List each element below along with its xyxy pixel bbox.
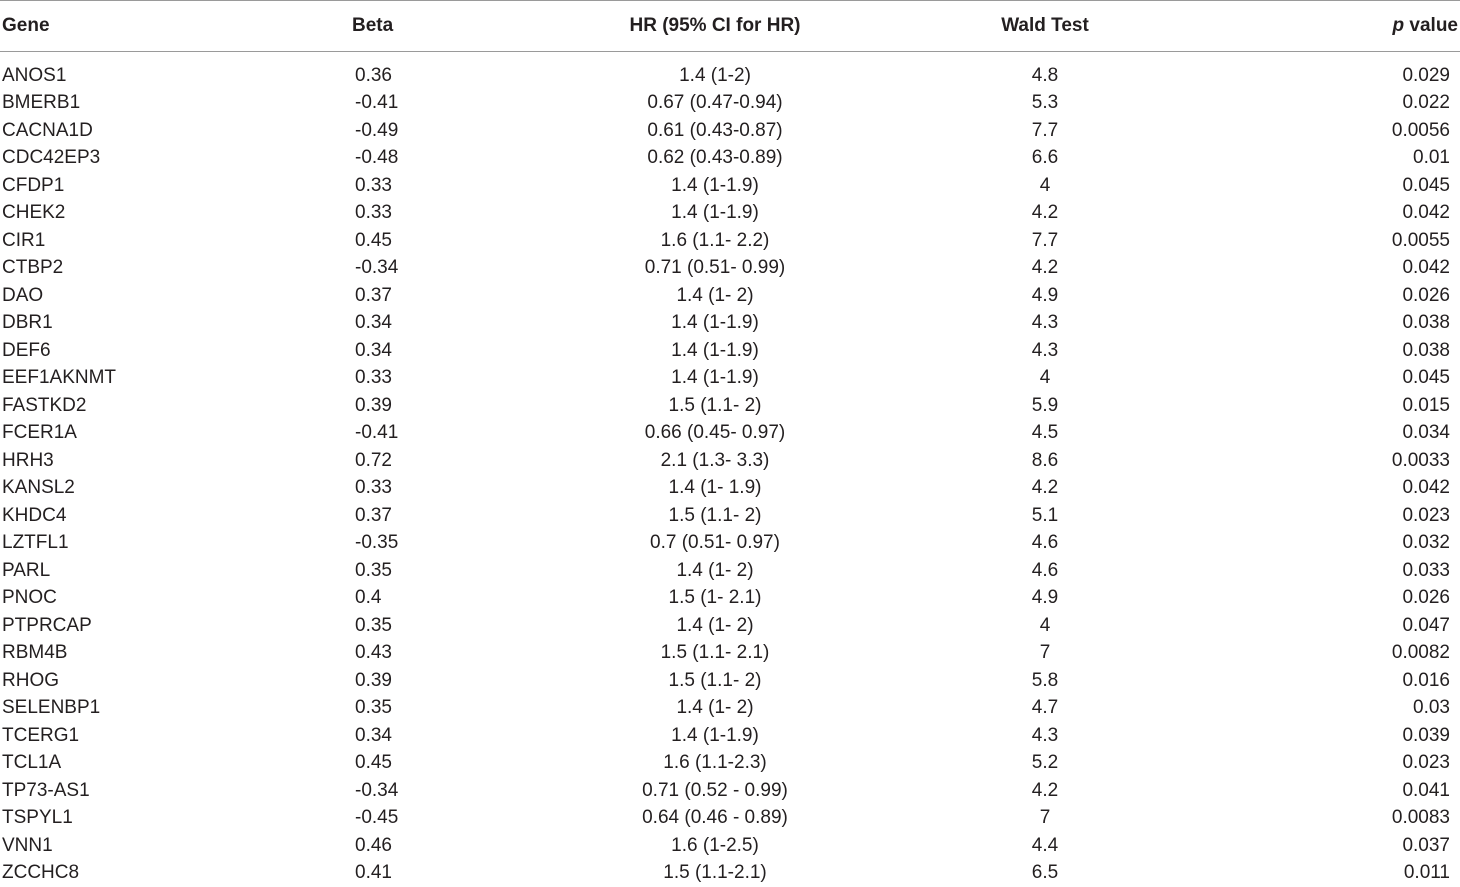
table-row (0, 337, 1460, 365)
header-p-rest: value (1404, 15, 1458, 36)
cell-gene: VNN1 (2, 834, 53, 856)
cell-p-value: 0.042 (1402, 257, 1450, 279)
cell-gene: SELENBP1 (2, 697, 101, 719)
cell-gene: PNOC (2, 587, 57, 609)
cell-p-value: 0.023 (1402, 504, 1450, 526)
cell-p-value: 0.038 (1402, 312, 1450, 334)
cell-hr: 0.67 (0.47-0.94) (647, 92, 783, 114)
table-row (0, 859, 1460, 887)
header-wald-test: Wald Test (910, 1, 1240, 52)
cell-p-value: 0.034 (1402, 422, 1450, 444)
table-row (0, 419, 1460, 447)
cell-beta: 0.37 (355, 284, 392, 306)
table-row (0, 639, 1460, 667)
cell-hr: 1.5 (1- 2.1) (668, 587, 762, 609)
cell-gene: ANOS1 (2, 65, 67, 86)
cell-wald-test: 4 (1039, 367, 1051, 389)
cell-gene: LZTFL1 (2, 532, 69, 554)
cell-wald-test: 4.2 (1031, 202, 1059, 224)
cell-wald-test: 4.7 (1031, 697, 1059, 719)
cell-beta: 0.35 (355, 614, 392, 636)
cell-p-value: 0.041 (1402, 779, 1450, 801)
cell-hr: 1.4 (1-1.9) (671, 339, 759, 361)
header-p-value (1240, 1, 1460, 52)
cell-beta: -0.41 (355, 92, 399, 114)
cell-wald-test: 5.8 (1031, 669, 1059, 691)
cell-gene: DBR1 (2, 312, 53, 334)
cell-p-value: 0.033 (1402, 559, 1450, 581)
cell-wald-test: 4.3 (1031, 312, 1059, 334)
cell-beta: -0.45 (355, 807, 399, 829)
cell-beta: 0.45 (355, 229, 392, 251)
cell-p-value: 0.026 (1402, 587, 1450, 609)
cell-beta: 0.34 (355, 724, 392, 746)
cell-hr: 0.64 (0.46 - 0.89) (642, 807, 788, 829)
cell-beta: 0.33 (355, 367, 392, 389)
cell-wald-test: 4.6 (1031, 532, 1059, 554)
cell-hr: 1.6 (1.1- 2.2) (660, 229, 770, 251)
table-row (0, 364, 1460, 392)
cell-gene: ZCCHC8 (2, 862, 80, 884)
cell-beta: -0.35 (355, 532, 399, 554)
cell-gene: TCERG1 (2, 724, 80, 746)
table-row (0, 309, 1460, 337)
cell-p-value: 0.0055 (1391, 229, 1450, 251)
cell-beta: -0.49 (355, 119, 399, 141)
cell-hr: 0.61 (0.43-0.87) (647, 119, 783, 141)
table-body (0, 52, 1460, 887)
cell-beta: 0.34 (355, 339, 392, 361)
cell-wald-test: 8.6 (1031, 449, 1059, 471)
cell-wald-test: 4.6 (1031, 559, 1059, 581)
cell-gene: HRH3 (2, 449, 54, 471)
cell-hr: 1.4 (1- 2) (676, 559, 754, 581)
cell-hr: 1.6 (1-2.5) (671, 834, 759, 856)
cell-wald-test: 6.6 (1031, 147, 1059, 169)
cell-gene: TCL1A (2, 752, 62, 774)
cell-gene: FASTKD2 (2, 394, 87, 416)
cell-p-value: 0.016 (1402, 669, 1450, 691)
table-row (0, 804, 1460, 832)
cell-p-value: 0.023 (1402, 752, 1450, 774)
table-row (0, 52, 1460, 90)
cell-hr: 1.4 (1-1.9) (671, 174, 759, 196)
cell-p-value: 0.015 (1402, 394, 1450, 416)
cell-wald-test: 4.5 (1031, 422, 1059, 444)
cell-hr: 1.5 (1.1- 2) (668, 394, 762, 416)
cell-hr: 0.71 (0.52 - 0.99) (642, 779, 788, 801)
cell-wald-test: 5.2 (1031, 752, 1059, 774)
table-row (0, 447, 1460, 475)
cell-beta: 0.4 (355, 587, 382, 609)
table-row (0, 694, 1460, 722)
table-row (0, 282, 1460, 310)
cell-hr: 1.5 (1.1- 2) (668, 504, 762, 526)
cell-beta: 0.46 (355, 834, 392, 856)
cell-wald-test: 4.4 (1031, 834, 1059, 856)
table-row (0, 557, 1460, 585)
cell-beta: 0.35 (355, 559, 392, 581)
cell-p-value: 0.022 (1402, 92, 1450, 114)
cell-hr: 2.1 (1.3- 3.3) (660, 449, 770, 471)
cell-gene: FCER1A (2, 422, 77, 444)
cell-gene: DAO (2, 284, 44, 306)
cell-beta: 0.39 (355, 394, 392, 416)
table-row (0, 667, 1460, 695)
cell-p-value: 0.011 (1403, 862, 1450, 884)
cell-gene: RHOG (2, 669, 59, 691)
cell-beta: -0.34 (355, 779, 399, 801)
table-row (0, 749, 1460, 777)
cell-wald-test: 7.7 (1031, 229, 1059, 251)
table-row (0, 722, 1460, 750)
cell-gene: CFDP1 (2, 174, 65, 196)
cell-p-value: 0.0083 (1391, 807, 1450, 829)
cell-p-value: 0.03 (1413, 697, 1450, 719)
table-row (0, 777, 1460, 805)
cell-beta: -0.34 (355, 257, 399, 279)
cell-wald-test: 7 (1039, 642, 1051, 664)
cell-p-value: 0.045 (1402, 174, 1450, 196)
cell-wald-test: 5.3 (1031, 92, 1059, 114)
header-beta: Beta (300, 1, 500, 52)
cell-p-value: 0.0033 (1391, 449, 1450, 471)
cell-beta: 0.33 (355, 477, 392, 499)
table-row (0, 832, 1460, 860)
cell-beta: 0.33 (355, 174, 392, 196)
cell-beta: 0.35 (355, 697, 392, 719)
table-row (0, 227, 1460, 255)
cell-gene: CIR1 (2, 229, 46, 251)
table-row (0, 474, 1460, 502)
cell-hr: 1.4 (1- 2) (676, 614, 754, 636)
cell-hr: 1.4 (1-1.9) (671, 202, 759, 224)
cell-gene: KANSL2 (2, 477, 75, 499)
cell-p-value: 0.039 (1402, 724, 1450, 746)
cell-wald-test: 5.1 (1031, 504, 1059, 526)
cell-hr: 1.4 (1- 2) (676, 284, 754, 306)
cell-p-value: 0.0056 (1391, 119, 1450, 141)
cell-gene: CDC42EP3 (2, 147, 101, 169)
cell-beta: -0.48 (355, 147, 399, 169)
table-row (0, 89, 1460, 117)
cell-hr: 1.5 (1.1- 2.1) (660, 642, 770, 664)
cell-beta: 0.33 (355, 202, 392, 224)
cell-wald-test: 4.3 (1031, 724, 1059, 746)
table-row (0, 529, 1460, 557)
cell-wald-test: 4.2 (1031, 477, 1059, 499)
cell-gene: PTPRCAP (2, 614, 92, 636)
cell-gene: CACNA1D (2, 119, 93, 141)
table-row (0, 117, 1460, 145)
cell-p-value: 0.01 (1413, 147, 1450, 169)
cell-gene: RBM4B (2, 642, 68, 664)
table-row (0, 584, 1460, 612)
cell-wald-test: 5.9 (1031, 394, 1059, 416)
cell-wald-test: 7 (1039, 807, 1051, 829)
cell-gene: BMERB1 (2, 92, 81, 114)
cell-hr: 1.4 (1- 1.9) (668, 477, 762, 499)
cell-gene: CHEK2 (2, 202, 66, 224)
cell-wald-test: 4.3 (1031, 339, 1059, 361)
cell-gene: TSPYL1 (2, 807, 73, 829)
cell-beta: 0.36 (355, 65, 392, 86)
cell-p-value: 0.037 (1402, 834, 1450, 856)
cell-beta: 0.45 (355, 752, 392, 774)
cell-wald-test: 4.9 (1031, 587, 1059, 609)
cell-p-value: 0.045 (1402, 367, 1450, 389)
cell-p-value: 0.042 (1402, 477, 1450, 499)
table-row (0, 392, 1460, 420)
cell-gene: DEF6 (2, 339, 51, 361)
cell-p-value: 0.029 (1402, 65, 1450, 86)
cell-hr: 0.66 (0.45- 0.97) (644, 422, 786, 444)
cell-hr: 1.4 (1-2) (679, 65, 751, 86)
cell-beta: 0.39 (355, 669, 392, 691)
cell-beta: -0.41 (355, 422, 399, 444)
cell-wald-test: 7.7 (1031, 119, 1059, 141)
cell-p-value: 0.032 (1402, 532, 1450, 554)
cell-hr: 0.7 (0.51- 0.97) (650, 532, 780, 554)
cell-hr: 0.62 (0.43-0.89) (647, 147, 783, 169)
cell-beta: 0.37 (355, 504, 392, 526)
header-row (0, 1, 1460, 52)
cell-wald-test: 6.5 (1031, 862, 1059, 884)
table-header (0, 1, 1460, 52)
cell-p-value: 0.038 (1402, 339, 1450, 361)
cell-wald-test: 4.9 (1031, 284, 1059, 306)
cell-hr: 1.4 (1-1.9) (671, 312, 759, 334)
cell-hr: 0.71 (0.51- 0.99) (644, 257, 786, 279)
cell-hr: 1.6 (1.1-2.3) (663, 752, 767, 774)
cell-p-value: 0.0082 (1391, 642, 1450, 664)
cell-beta: 0.43 (355, 642, 392, 664)
cell-p-value: 0.026 (1402, 284, 1450, 306)
table-row (0, 502, 1460, 530)
cell-hr: 1.4 (1-1.9) (671, 367, 759, 389)
cell-hr: 1.4 (1- 2) (676, 697, 754, 719)
cell-wald-test: 4.2 (1031, 779, 1059, 801)
table-row (0, 612, 1460, 640)
cell-gene: KHDC4 (2, 504, 67, 526)
table-row (0, 254, 1460, 282)
cell-beta: 0.41 (355, 862, 392, 884)
table-row (0, 144, 1460, 172)
cell-gene: EEF1AKNMT (2, 367, 117, 389)
header-gene: Gene (0, 1, 300, 52)
cell-beta: 0.34 (355, 312, 392, 334)
cell-gene: PARL (2, 559, 51, 581)
cell-beta: 0.72 (355, 449, 392, 471)
header-p-italic: p (1392, 15, 1405, 36)
cell-hr: 1.4 (1-1.9) (671, 724, 759, 746)
header-hr: HR (95% CI for HR) (500, 1, 910, 52)
cell-wald-test: 4.8 (1031, 65, 1059, 86)
cell-p-value: 0.042 (1402, 202, 1450, 224)
cell-p-value: 0.047 (1402, 614, 1450, 636)
cell-gene: TP73-AS1 (2, 779, 90, 801)
table-row (0, 172, 1460, 200)
cell-wald-test: 4 (1039, 174, 1051, 196)
cell-hr: 1.5 (1.1-2.1) (663, 862, 767, 884)
cell-hr: 1.5 (1.1- 2) (668, 669, 762, 691)
cell-gene: CTBP2 (2, 257, 64, 279)
table-row (0, 199, 1460, 227)
cell-wald-test: 4.2 (1031, 257, 1059, 279)
cell-wald-test: 4 (1039, 614, 1051, 636)
